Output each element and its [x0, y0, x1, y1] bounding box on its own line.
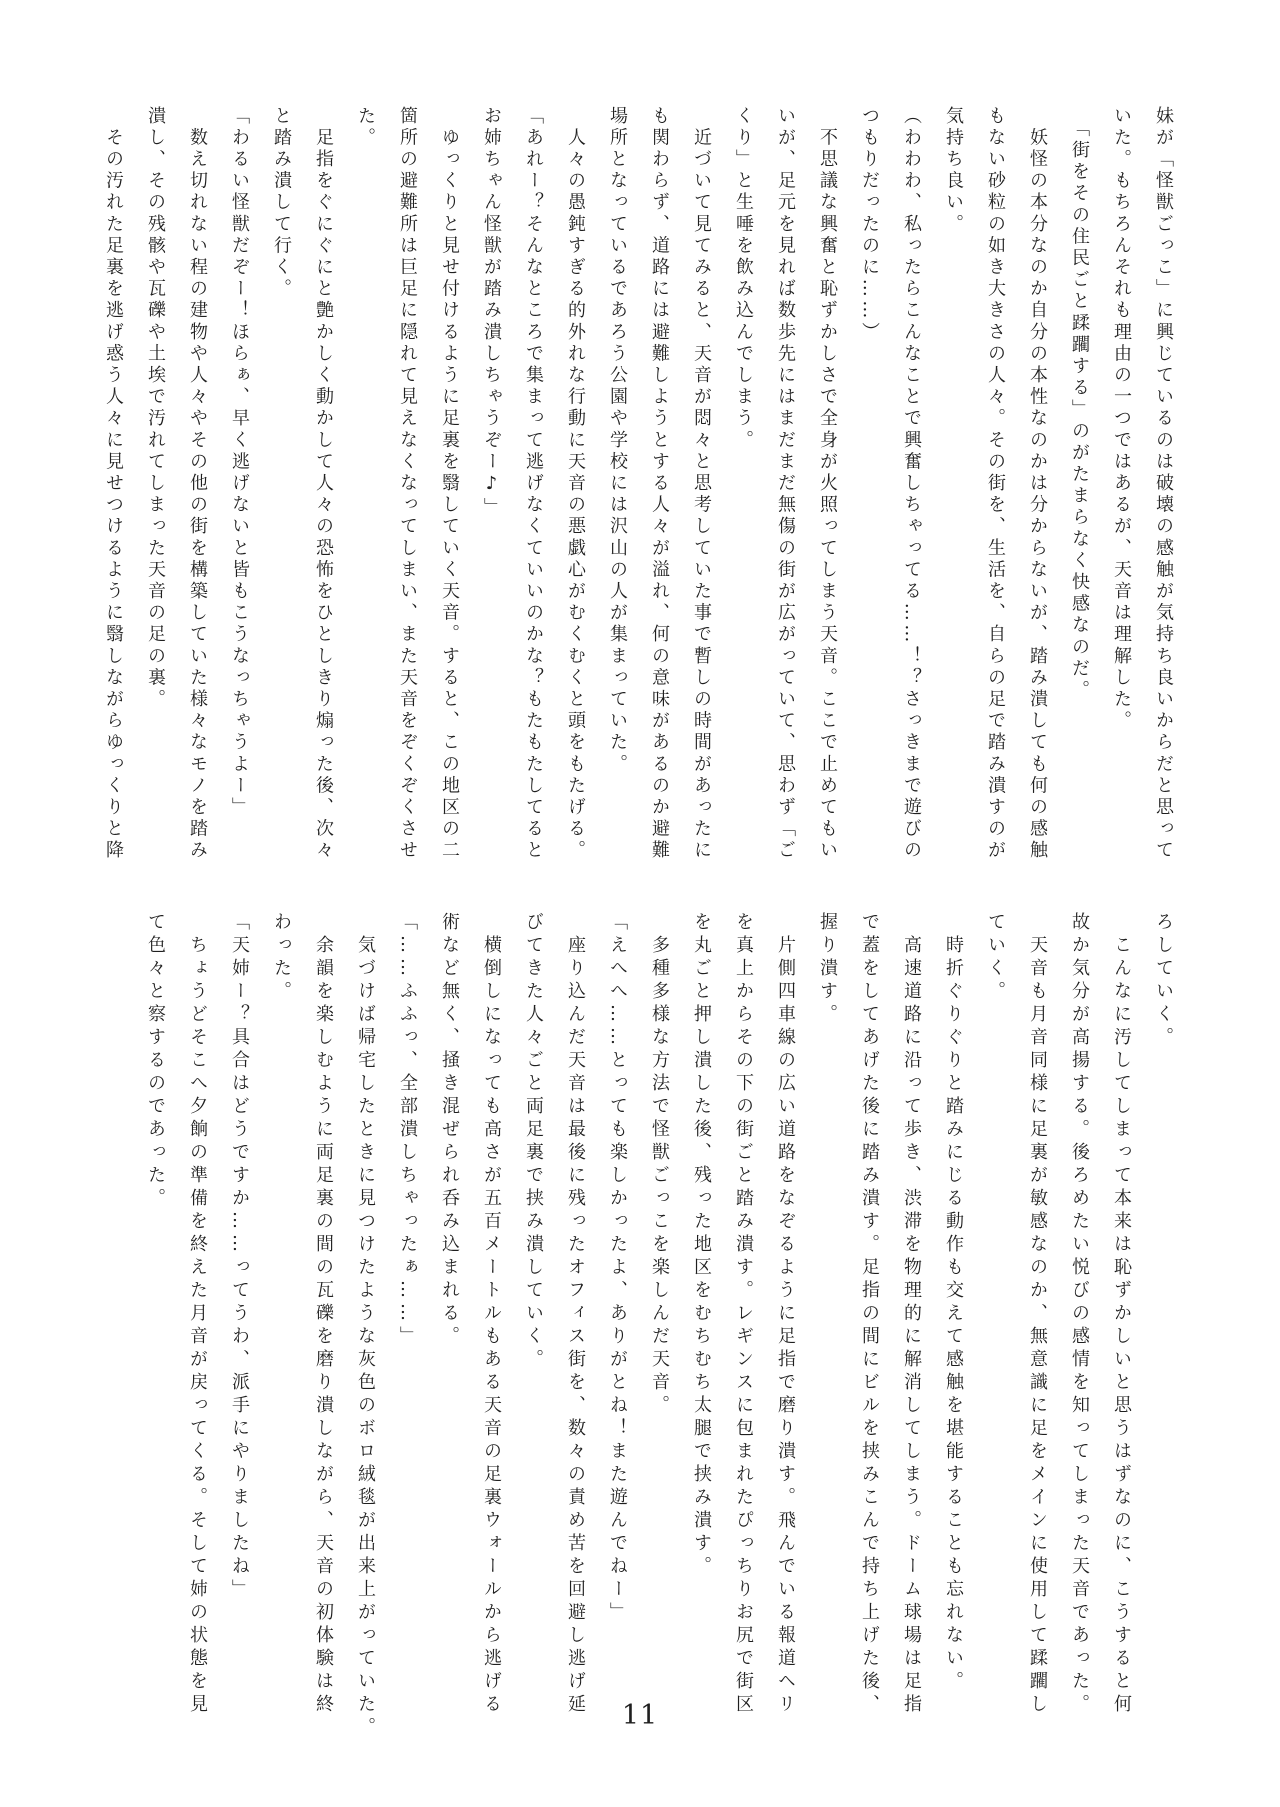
- text-column: 気持ち良い。: [943, 106, 964, 236]
- text-column: 妹が「怪獣ごっこ」に興じているのは破壊の感触が気持ち良いからだと思って: [1153, 106, 1174, 862]
- text-column: 「天姉ー？具合はどうですか……ってうわ、派手にやりましたね」: [229, 912, 250, 1602]
- text-column: で蓋をしてあげた後に踏み潰す。足指の間にビルを挟みこんで持ち上げた後、: [859, 912, 880, 1717]
- text-column: 横倒しになっても高さが五百メートルもある天音の足裏ウォールから逃げる: [481, 912, 502, 1717]
- text-column: その汚れた足裏を逃げ惑う人々に見せつけるように翳しながらゆっくりと降: [103, 106, 124, 862]
- text-column: 近づいて見てみると、天音が悶々と思考していた事で暫しの時間があったに: [691, 106, 712, 862]
- text-column: 足指をぐにぐにと艶かしく動かして人々の恐怖をひとしきり煽った後、次々: [313, 106, 334, 862]
- text-column: を真上からその下の街ごと踏み潰す。レギンスに包まれたぴっちりお尻で街区: [733, 912, 754, 1717]
- text-column: 人々の愚鈍すぎる的外れな行動に天音の悪戯心がむくむくと頭をもたげる。: [565, 106, 586, 862]
- text-column: 「……ふふっ、全部潰しちゃったぁ……」: [397, 912, 418, 1349]
- text-column: 握り潰す。: [817, 912, 838, 1027]
- text-column: ろしていく。: [1153, 912, 1174, 1050]
- text-column: も関わらず、道路には避難しようとする人々が溢れ、何の意味があるのか避難: [649, 106, 670, 862]
- text-column: 時折ぐりぐりと踏みにじる動作も交えて感触を堪能することも忘れない。: [943, 912, 964, 1694]
- text-column: もない砂粒の如き大きさの人々。その街を、生活を、自らの足で踏み潰すのが: [985, 106, 1006, 862]
- text-column: 不思議な興奮と恥ずかしさで全身が火照ってしまう天音。ここで止めてもい: [817, 106, 838, 862]
- text-column: 高速道路に沿って歩き、渋滞を物理的に解消してしまう。ドーム球場は足指: [901, 912, 922, 1717]
- text-column: 箇所の避難所は巨足に隠れて見えなくなってしまい、また天音をぞくぞくさせ: [397, 106, 418, 862]
- top-text-block: [92, 106, 1184, 868]
- text-column: 場所となっているであろう公園や学校には沢山の人が集まっていた。: [607, 106, 628, 776]
- text-column: つもりだったのに……）: [859, 106, 880, 344]
- text-column: 数え切れない程の建物や人々やその他の街を構築していた様々なモノを踏み: [187, 106, 208, 862]
- text-column: いた。もちろんそれも理由の一つではあるが、天音は理解した。: [1111, 106, 1132, 733]
- text-column: お姉ちゃん怪獣が踏み潰しちゃうぞー♪」: [481, 106, 502, 520]
- text-column: こんなに汚してしまって本来は恥ずかしいと思うはずなのに、こうすると何: [1111, 912, 1132, 1717]
- text-column: ゆっくりと見せ付けるように足裏を翳していく天音。すると、この地区の二: [439, 106, 460, 862]
- text-column: 術など無く、掻き混ぜられ呑み込まれる。: [439, 912, 460, 1349]
- text-column: 「えへへ……とっても楽しかったよ、ありがとね！また遊んでねー」: [607, 912, 628, 1625]
- text-column: ていく。: [985, 912, 1006, 1004]
- text-column: 潰し、その残骸や瓦礫や土埃で汚れてしまった天音の足の裏。: [145, 106, 166, 711]
- text-column: （わわわ、私ったらこんなことで興奮しちゃってる……！？さっきまで遊びの: [901, 106, 922, 862]
- text-column: くり」と生唾を飲み込んでしまう。: [733, 106, 754, 452]
- text-column: 「わるい怪獣だぞー！ほらぁ、早く逃げないと皆もこうなっちゃうよー」: [229, 106, 250, 819]
- text-column: 故か気分が高揚する。後ろめたい悦びの感情を知ってしまった天音であった。: [1069, 912, 1090, 1717]
- page-number: 11: [621, 1700, 659, 1731]
- text-column: びてきた人々ごと両足裏で挟み潰していく。: [523, 912, 544, 1372]
- text-column: 妖怪の本分なのか自分の本性なのかは分からないが、踏み潰しても何の感触: [1027, 106, 1048, 862]
- text-column: 気づけば帰宅したときに見つけたような灰色のボロ絨毯が出来上がっていた。: [355, 912, 376, 1740]
- text-column: いが、足元を見れば数歩先にはまだまだ無傷の街が広がっていて、思わず「ご: [775, 106, 796, 862]
- text-column: て色々と察するのであった。: [145, 912, 166, 1211]
- text-column: 座り込んだ天音は最後に残ったオフィス街を、数々の責め苦を回避し逃げ延: [565, 912, 586, 1717]
- text-column: 天音も月音同様に足裏が敏感なのか、無意識に足をメインに使用して蹂躙し: [1027, 912, 1048, 1717]
- text-column: ちょうどそこへ夕餉の準備を終えた月音が戻ってくる。そして姉の状態を見: [187, 912, 208, 1717]
- text-column: た。: [355, 106, 376, 150]
- text-column: 片側四車線の広い道路をなぞるように足指で磨り潰す。飛んでいる報道ヘリ: [775, 912, 796, 1717]
- text-column: 「あれー？そんなところで集まって逃げなくていいのかな？もたもたしてると: [523, 106, 544, 862]
- text-column: わった。: [271, 912, 292, 1004]
- text-column: 多種多様な方法で怪獣ごっこを楽しんだ天音。: [649, 912, 670, 1418]
- text-column: 余韻を楽しむように両足裏の間の瓦礫を磨り潰しながら、天音の初体験は終: [313, 912, 334, 1717]
- text-column: 「街をその住民ごと蹂躙する」のがたまらなく快感なのだ。: [1069, 106, 1090, 702]
- text-column: を丸ごと押し潰した後、残った地区をむちむち太腿で挟み潰す。: [691, 912, 712, 1579]
- text-column: と踏み潰して行く。: [271, 106, 292, 301]
